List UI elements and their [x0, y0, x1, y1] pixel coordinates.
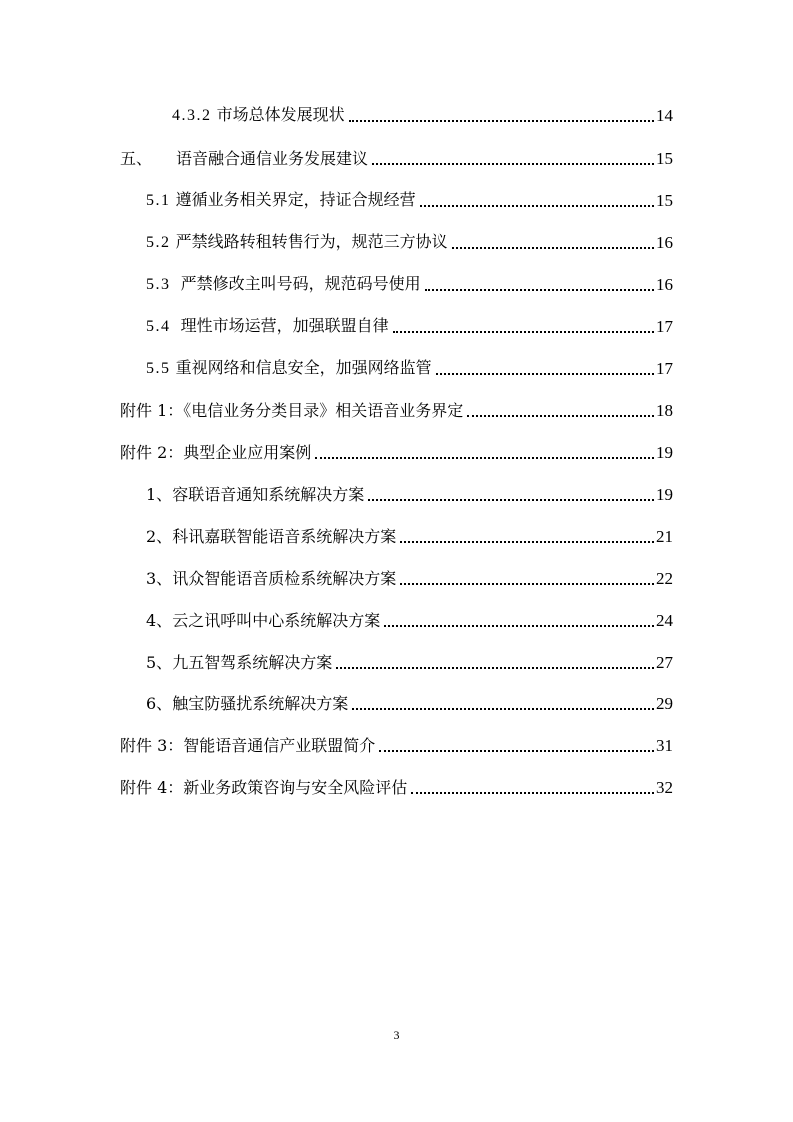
toc-entry-number: 6、 [146, 694, 173, 713]
toc-entry-5-3[interactable] [146, 271, 673, 295]
toc-entry-page: 19 [656, 443, 673, 462]
toc-entry-page: 15 [656, 191, 673, 210]
toc-entry-page: 32 [656, 778, 673, 797]
dot-leader [315, 457, 654, 459]
dot-leader [425, 289, 654, 291]
dot-leader [372, 163, 654, 165]
toc-entry-title: 遵循业务相关界定，持证合规经营 [175, 190, 416, 209]
toc-entry-5-5[interactable] [146, 355, 673, 379]
toc-entry-page: 22 [656, 569, 673, 588]
dot-leader [368, 499, 654, 501]
toc-entry-page: 17 [656, 359, 673, 378]
toc-entry-title: 智能语音通信产业联盟简介 [183, 736, 376, 755]
toc-entry-title: 典型企业应用案例 [183, 443, 312, 462]
toc-entry-number: 3、 [146, 569, 173, 588]
toc-entry-page: 17 [656, 317, 673, 336]
toc-entry-title: 触宝防骚扰系统解决方案 [172, 694, 349, 713]
toc-entry-5-4[interactable] [146, 313, 673, 337]
toc-entry-page: 14 [656, 106, 673, 125]
toc-entry-title: 科讯嘉联智能语音系统解决方案 [172, 527, 397, 546]
toc-entry-number: 2、 [146, 527, 173, 546]
toc-entry-page: 18 [656, 401, 673, 420]
dot-leader [467, 415, 654, 417]
toc-entry-title: 严禁修改主叫号码，规范码号使用 [180, 274, 421, 293]
toc-entry-number: 五、 [120, 149, 153, 168]
toc-entry-page: 29 [656, 694, 673, 713]
toc-entry-case-5[interactable] [146, 649, 673, 673]
toc-entry-number: 4.3.2 [172, 107, 212, 124]
dot-leader [436, 373, 654, 375]
toc-entry-title: 语音融合通信业务发展建议 [176, 149, 369, 168]
dot-leader [452, 247, 654, 249]
toc-entry-title: 九五智驾系统解决方案 [172, 653, 333, 672]
toc-entry-title: 严禁线路转租转售行为，规范三方协议 [175, 232, 448, 251]
toc-entry-title: 容联语音通知系统解决方案 [172, 485, 365, 504]
toc-entry-appendix-3[interactable] [120, 732, 673, 756]
dot-leader [384, 625, 654, 627]
toc-entry-title: 新业务政策咨询与安全风险评估 [183, 778, 408, 797]
toc-entry-case-3[interactable] [146, 565, 673, 589]
dot-leader [379, 750, 654, 752]
toc-entry-number: 5.2 [146, 234, 171, 251]
toc-entry-number: 附件 1： [120, 401, 184, 420]
dot-leader [336, 667, 654, 669]
dot-leader [352, 708, 654, 710]
toc-entry-case-6[interactable] [146, 690, 673, 714]
toc-entry-number: 1、 [146, 485, 173, 504]
toc-entry-chapter-5[interactable] [120, 145, 673, 169]
toc-entry-page: 16 [656, 233, 673, 252]
toc-entry-5-2[interactable] [146, 229, 673, 253]
toc-entry-page: 21 [656, 527, 673, 546]
toc-entry-number: 附件 3： [120, 736, 184, 755]
toc-entry-page: 16 [656, 275, 673, 294]
toc-entry-page: 15 [656, 149, 673, 168]
toc-entry-number: 5.4 [146, 318, 171, 335]
toc-entry-page: 19 [656, 485, 673, 504]
toc-entry-number: 附件 4： [120, 778, 184, 797]
dot-leader [349, 120, 654, 122]
toc-entry-page: 24 [656, 611, 673, 630]
dot-leader [411, 792, 654, 794]
toc-entry-title: 重视网络和信息安全，加强网络监管 [175, 358, 432, 377]
toc-entry-appendix-2[interactable] [120, 439, 673, 463]
toc-entry-number: 5.5 [146, 360, 171, 377]
toc-entry-case-1[interactable] [146, 481, 673, 505]
toc-entry-number: 4、 [146, 611, 173, 630]
toc-entry-appendix-1[interactable] [120, 397, 673, 421]
page-number: 3 [393, 1028, 400, 1042]
toc-entry-number: 5、 [146, 653, 173, 672]
toc-entry-5-1[interactable] [146, 187, 673, 211]
dot-leader [400, 583, 654, 585]
dot-leader [400, 541, 654, 543]
dot-leader [393, 331, 654, 333]
toc-entry-title: 《电信业务分类目录》相关语音业务界定 [183, 401, 464, 420]
toc-entry-appendix-4[interactable] [120, 774, 673, 798]
toc-entry-4-3-2[interactable] [172, 102, 673, 126]
toc-entry-number: 5.1 [146, 192, 171, 209]
toc-entry-case-2[interactable] [146, 523, 673, 547]
dot-leader [420, 205, 654, 207]
toc-entry-title: 讯众智能语音质检系统解决方案 [172, 569, 397, 588]
toc-entry-title: 理性市场运营，加强联盟自律 [180, 316, 389, 335]
toc-entry-title: 市场总体发展现状 [216, 105, 345, 124]
toc-entry-number: 5.3 [146, 276, 171, 293]
toc-entry-page: 31 [656, 736, 673, 755]
toc-entry-number: 附件 2： [120, 443, 184, 462]
toc-entry-page: 27 [656, 653, 673, 672]
toc-entry-case-4[interactable] [146, 607, 673, 631]
toc-entry-title: 云之讯呼叫中心系统解决方案 [172, 611, 381, 630]
